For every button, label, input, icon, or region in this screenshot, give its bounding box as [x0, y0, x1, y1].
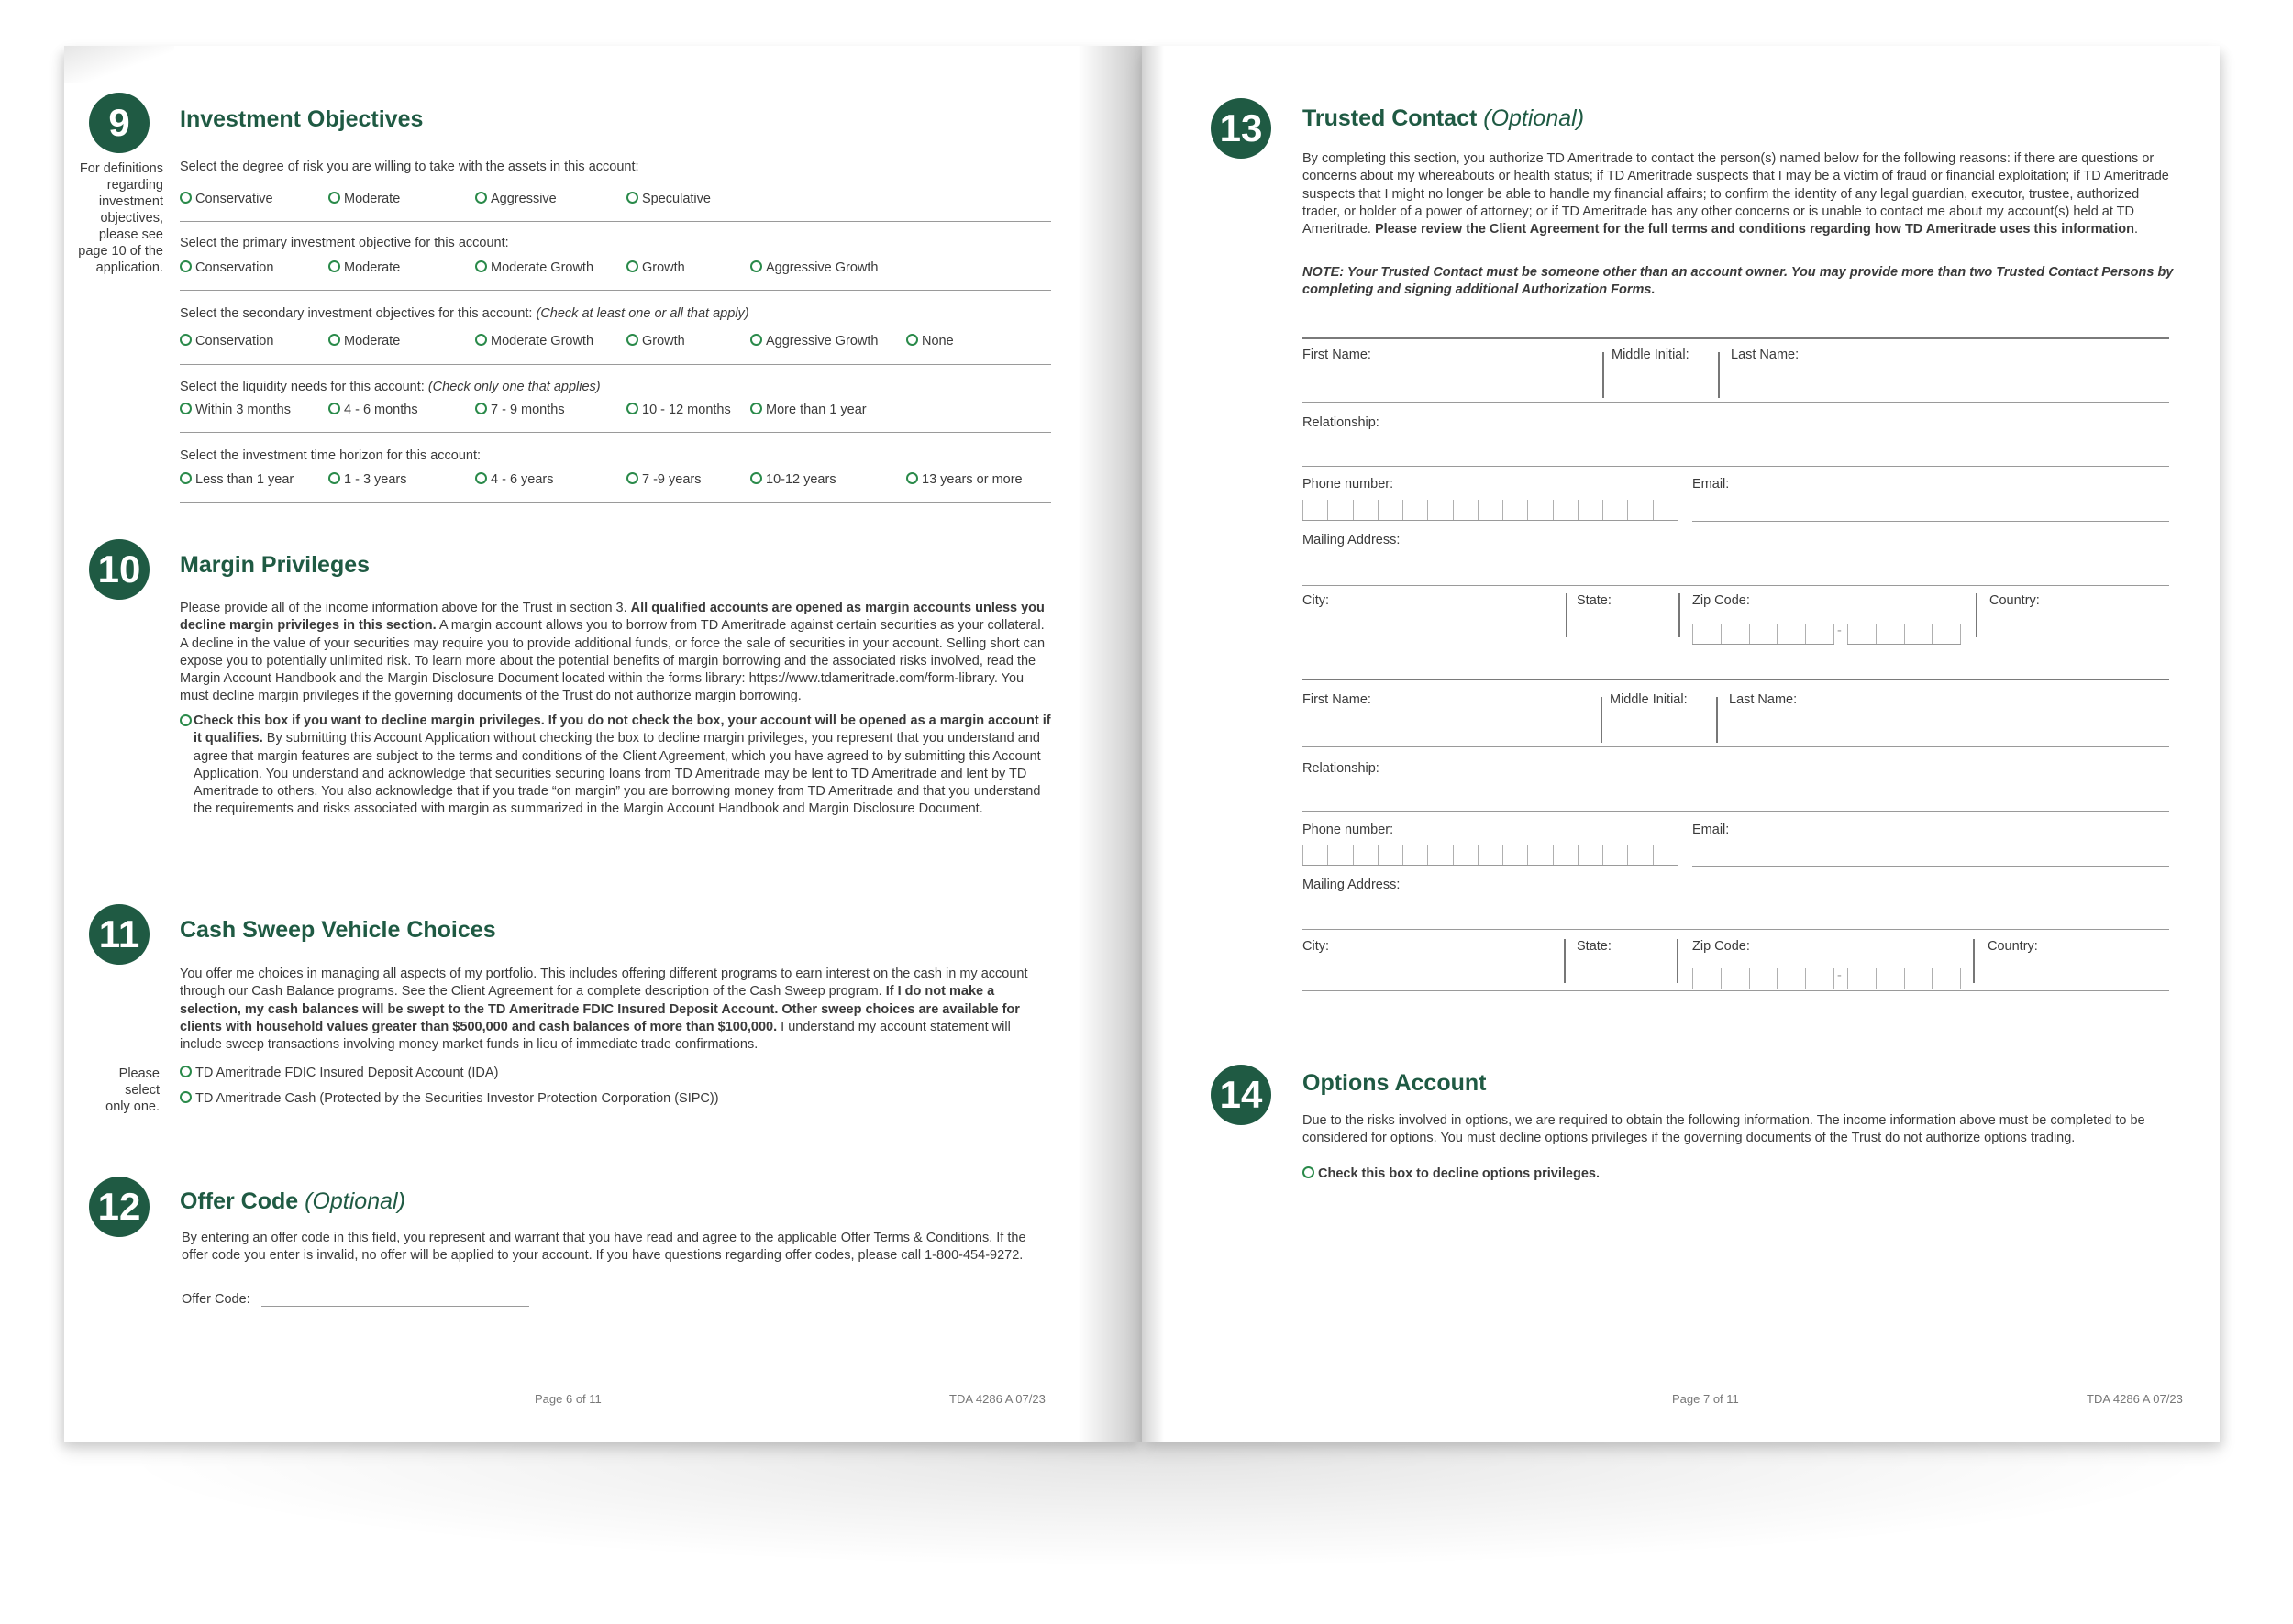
offer-code-input[interactable]	[261, 1306, 529, 1307]
field-separator	[1564, 939, 1566, 983]
contact-2-zip-label: Zip Code:	[1692, 939, 1750, 954]
field-separator	[1716, 697, 1718, 743]
radio-icon	[475, 260, 487, 272]
contact-2-last-name-label: Last Name:	[1729, 692, 1798, 707]
zip-dash: -	[1837, 624, 1842, 638]
radio-icon	[180, 403, 192, 414]
contact-2-mailing-label: Mailing Address:	[1302, 878, 1401, 892]
form-code: TDA 4286 A 07/23	[949, 1392, 1046, 1406]
contact-2-city-label: City:	[1302, 939, 1329, 954]
radio-icon	[750, 472, 762, 484]
contact-2-email-input[interactable]	[1692, 866, 2169, 867]
contact-2-zip-ext-input[interactable]	[1847, 968, 1961, 989]
section-12-badge: 12	[89, 1177, 150, 1237]
radio-icon	[626, 260, 638, 272]
divider	[180, 432, 1051, 433]
trusted-contact-description: By completing this section, you authorize TD Ameritrade to contact the person(s) named below for the following reasons: if there are questions or concerns about my whereabouts or health status; if TD Ameritrade suspects that I may be a victim of fraud or financial exploitation; if TD Ameritrade suspects that I might no longer be able to handle my financial affairs; to confirm the identity of any legal guardian, executor, trustee, authorized trader, or holder of a power of attorney; or if TD Ameritrade has any other concerns or is unable to contact me about my account(s) held at TD Ameritrade. Please review the Client Agreement for the full terms and conditions regarding how TD Ameritrade uses this information.	[1302, 151, 2169, 238]
radio-icon	[626, 192, 638, 204]
primary-option-moderate-growth[interactable]: Moderate Growth	[475, 260, 593, 275]
checkbox-icon	[180, 714, 192, 726]
decline-options-checkbox[interactable]: Check this box to decline options privileges.	[1302, 1166, 1600, 1181]
primary-option-conservation[interactable]: Conservation	[180, 260, 273, 275]
field-separator	[1601, 697, 1602, 743]
divider	[180, 221, 1051, 222]
field-separator	[1678, 593, 1680, 637]
sweep-option-cash[interactable]: TD Ameritrade Cash (Protected by the Securities Investor Protection Corporation (SIPC))	[180, 1091, 719, 1106]
contact-1-phone-label: Phone number:	[1302, 477, 1394, 492]
checkbox-icon	[328, 334, 340, 346]
radio-icon	[180, 472, 192, 484]
field-separator	[1602, 352, 1604, 398]
field-separator	[1973, 939, 1975, 983]
section-11-title: Cash Sweep Vehicle Choices	[180, 917, 496, 943]
zip-dash: -	[1837, 968, 1842, 983]
horizon-option-7-9-years[interactable]: 7 -9 years	[626, 472, 701, 487]
radio-icon	[750, 403, 762, 414]
checkbox-icon	[750, 334, 762, 346]
radio-icon	[180, 260, 192, 272]
divider	[180, 502, 1051, 503]
checkbox-icon	[1302, 1166, 1314, 1178]
section-11-badge: 11	[89, 904, 150, 965]
risk-option-conservative[interactable]: Conservative	[180, 192, 273, 206]
radio-icon	[180, 1091, 192, 1103]
contact-1-zip-input[interactable]	[1692, 624, 1834, 645]
contact-2-country-label: Country:	[1988, 939, 2038, 954]
offer-code-label: Offer Code:	[182, 1292, 250, 1307]
section-12-title: Offer Code (Optional)	[180, 1188, 405, 1214]
secondary-option-moderate-growth[interactable]: Moderate Growth	[475, 334, 593, 348]
page-curl	[64, 46, 174, 83]
contact-1-mailing-input[interactable]	[1302, 585, 2169, 586]
contact-1-name-input[interactable]	[1302, 402, 2169, 403]
primary-objective-prompt: Select the primary investment objective for this account:	[180, 236, 509, 250]
sweep-option-ida[interactable]: TD Ameritrade FDIC Insured Deposit Account (IDA)	[180, 1066, 498, 1080]
section-14-badge: 14	[1211, 1065, 1271, 1125]
liquidity-option-more-than-1-year[interactable]: More than 1 year	[750, 403, 867, 417]
field-separator	[1566, 593, 1567, 637]
checkbox-icon	[180, 334, 192, 346]
radio-icon	[328, 403, 340, 414]
primary-option-moderate[interactable]: Moderate	[328, 260, 400, 275]
horizon-option-1-3-years[interactable]: 1 - 3 years	[328, 472, 407, 487]
radio-icon	[180, 1066, 192, 1077]
contact-2-middle-initial-label: Middle Initial:	[1610, 692, 1688, 707]
secondary-option-aggressive-growth[interactable]: Aggressive Growth	[750, 334, 879, 348]
contact-2-relationship-input[interactable]	[1302, 811, 2169, 812]
horizon-option-10-12-years[interactable]: 10-12 years	[750, 472, 836, 487]
decline-margin-text: Check this box if you want to decline margin privileges. If you do not check the box, your account will be opened as a margin account if it qualifies. By submitting this Account Application without checking the box to decline margin privileges, you represent that you understand and agree that margin features are subject to the terms and conditions of the Client Agreement, which you have agreed to by submitting this Account Application. You understand and acknowledge that securities securing loans from TD Ameritrade may be lent to TD Ameritrade and lent by TD Ameritrade to others. You also acknowledge that if you trade “on margin” you are borrowing money from TD Ameritrade and that you understand the requirements and risks associated with margin as summarized in the Margin Account Handbook and Margin Disclosure Document.	[194, 713, 1051, 817]
page-7	[1142, 46, 2220, 1442]
checkbox-icon	[906, 334, 918, 346]
margin-description: Please provide all of the income information above for the Trust in section 3. All qualified accounts are opened as margin accounts unless you decline margin privileges in this section. A margin account allows you to borrow from TD Ameritrade against certain securities as your collateral. A decline in the value of your securities may require you to provide additional funds, or force the sale of securities in your account. Selling short can expose you to potentially unlimited risk. To learn more about the potential benefits of margin borrowing and the associated risks involved, read the Margin Account Handbook and the Margin Disclosure Document located within the forms library: https://www.tdameritrade.com/form-library. You must decline margin privileges if the governing documents of the Trust do not authorize margin borrowing.	[180, 601, 1046, 704]
secondary-option-growth[interactable]: Growth	[626, 334, 685, 348]
contact-2-name-input[interactable]	[1302, 746, 2169, 747]
contact-1-zip-ext-input[interactable]	[1847, 624, 1961, 645]
section-9-side-note: For definitions regarding investment objectives, please see page 10 of the application.	[78, 161, 163, 275]
section-11-side-note: Please select only one.	[105, 1066, 160, 1114]
horizon-option-13-years[interactable]: 13 years or more	[906, 472, 1023, 487]
checkbox-icon	[626, 334, 638, 346]
page-number: Page 6 of 11	[535, 1392, 602, 1406]
field-separator	[1976, 593, 1977, 637]
section-10-title: Margin Privileges	[180, 552, 371, 578]
secondary-objective-prompt: Select the secondary investment objectives for this account: (Check at least one or all that apply)	[180, 306, 749, 321]
radio-icon	[328, 192, 340, 204]
contact-2-relationship-label: Relationship:	[1302, 761, 1379, 776]
radio-icon	[328, 260, 340, 272]
contact-1-relationship-input[interactable]	[1302, 466, 2169, 467]
field-separator	[1718, 352, 1720, 398]
contact-1-middle-initial-label: Middle Initial:	[1612, 348, 1689, 362]
horizon-option-4-6-years[interactable]: 4 - 6 years	[475, 472, 554, 487]
contact-1-state-label: State:	[1577, 593, 1612, 608]
radio-icon	[475, 403, 487, 414]
radio-icon	[626, 403, 638, 414]
contact-2-mailing-input[interactable]	[1302, 929, 2169, 930]
primary-option-aggressive-growth[interactable]: Aggressive Growth	[750, 260, 879, 275]
contact-1-country-label: Country:	[1989, 593, 2040, 608]
radio-icon	[475, 192, 487, 204]
secondary-option-conservation[interactable]: Conservation	[180, 334, 273, 348]
offer-code-description: By entering an offer code in this field, you represent and warrant that you have read and agree to the applicable Offer Terms & Conditions. If the offer code you enter is invalid, no offer will be applied to your account. If you have questions regarding offer codes, please call 1-800-454-9272.	[182, 1231, 1026, 1264]
field-separator	[1677, 939, 1678, 983]
trusted-contact-note: NOTE: Your Trusted Contact must be someone other than an account owner. You may provide more than two Trusted Contact Persons by completing and signing additional Authorization Forms.	[1302, 265, 2174, 298]
liquidity-option-7-9-months[interactable]: 7 - 9 months	[475, 403, 565, 417]
contact-1-first-name-label: First Name:	[1302, 348, 1371, 362]
cash-sweep-description: You offer me choices in managing all aspects of my portfolio. This includes offering different programs to earn interest on the cash in my account through our Cash Balance programs. See the Client Agreement for a complete description of the Cash Sweep program. If I do not make a selection, my cash balances will be swept to the TD Ameritrade FDIC Insured Deposit Account. Other sweep choices are available for clients with household values greater than $500,000 and cash balances of more than $100,000. I understand my account statement will include sweep transactions involving money market funds in lieu of immediate trade confirmations.	[180, 967, 1028, 1053]
page-fold-shadow	[1078, 46, 1142, 1442]
contact-1-top-rule	[1302, 337, 2169, 339]
form-code: TDA 4286 A 07/23	[2087, 1392, 2183, 1406]
section-9-title: Investment Objectives	[180, 106, 424, 132]
contact-2-phone-input[interactable]	[1302, 845, 1678, 866]
contact-1-city-label: City:	[1302, 593, 1329, 608]
radio-icon	[906, 472, 918, 484]
section-13-title: Trusted Contact (Optional)	[1302, 105, 1585, 131]
radio-icon	[750, 260, 762, 272]
divider	[180, 290, 1051, 291]
liquidity-option-4-6-months[interactable]: 4 - 6 months	[328, 403, 418, 417]
secondary-option-moderate[interactable]: Moderate	[328, 334, 400, 348]
contact-2-state-label: State:	[1577, 939, 1612, 954]
options-description: Due to the risks involved in options, we are required to obtain the following information. The income information above must be completed to be considered for options. You must decline options privileges if the governing documents of the Trust do not authorize options trading.	[1302, 1113, 2145, 1146]
risk-option-aggressive[interactable]: Aggressive	[475, 192, 557, 206]
contact-1-relationship-label: Relationship:	[1302, 415, 1379, 430]
liquidity-prompt: Select the liquidity needs for this account: (Check only one that applies)	[180, 380, 601, 394]
contact-1-last-name-label: Last Name:	[1731, 348, 1800, 362]
contact-1-mailing-label: Mailing Address:	[1302, 533, 1401, 547]
contact-2-first-name-label: First Name:	[1302, 692, 1371, 707]
contact-2-phone-label: Phone number:	[1302, 823, 1394, 837]
risk-option-speculative[interactable]: Speculative	[626, 192, 711, 206]
divider	[180, 364, 1051, 365]
page-number: Page 7 of 11	[1672, 1392, 1739, 1406]
contact-2-top-rule	[1302, 679, 2169, 680]
contact-1-email-input[interactable]	[1692, 521, 2169, 522]
section-9-badge: 9	[89, 93, 150, 153]
contact-1-email-label: Email:	[1692, 477, 1730, 492]
contact-2-email-label: Email:	[1692, 823, 1730, 837]
checkbox-icon	[475, 334, 487, 346]
radio-icon	[626, 472, 638, 484]
radio-icon	[475, 472, 487, 484]
contact-2-address-rule	[1302, 990, 2169, 991]
time-horizon-prompt: Select the investment time horizon for this account:	[180, 448, 482, 463]
contact-1-phone-input[interactable]	[1302, 500, 1678, 521]
section-10-badge: 10	[89, 539, 150, 600]
primary-option-growth[interactable]: Growth	[626, 260, 685, 275]
contact-2-zip-input[interactable]	[1692, 968, 1834, 989]
risk-option-moderate[interactable]: Moderate	[328, 192, 400, 206]
book-shadow	[110, 1431, 2220, 1568]
secondary-option-none[interactable]: None	[906, 334, 954, 348]
liquidity-option-10-12-months[interactable]: 10 - 12 months	[626, 403, 731, 417]
contact-1-zip-label: Zip Code:	[1692, 593, 1750, 608]
liquidity-option-3-months[interactable]: Within 3 months	[180, 403, 291, 417]
risk-prompt: Select the degree of risk you are willing to take with the assets in this account:	[180, 160, 639, 174]
page-fold-shadow	[1142, 46, 1164, 1442]
section-14-title: Options Account	[1302, 1070, 1487, 1096]
radio-icon	[180, 192, 192, 204]
horizon-option-less-1-year[interactable]: Less than 1 year	[180, 472, 294, 487]
radio-icon	[328, 472, 340, 484]
section-13-badge: 13	[1211, 98, 1271, 159]
page-6	[64, 46, 1142, 1442]
